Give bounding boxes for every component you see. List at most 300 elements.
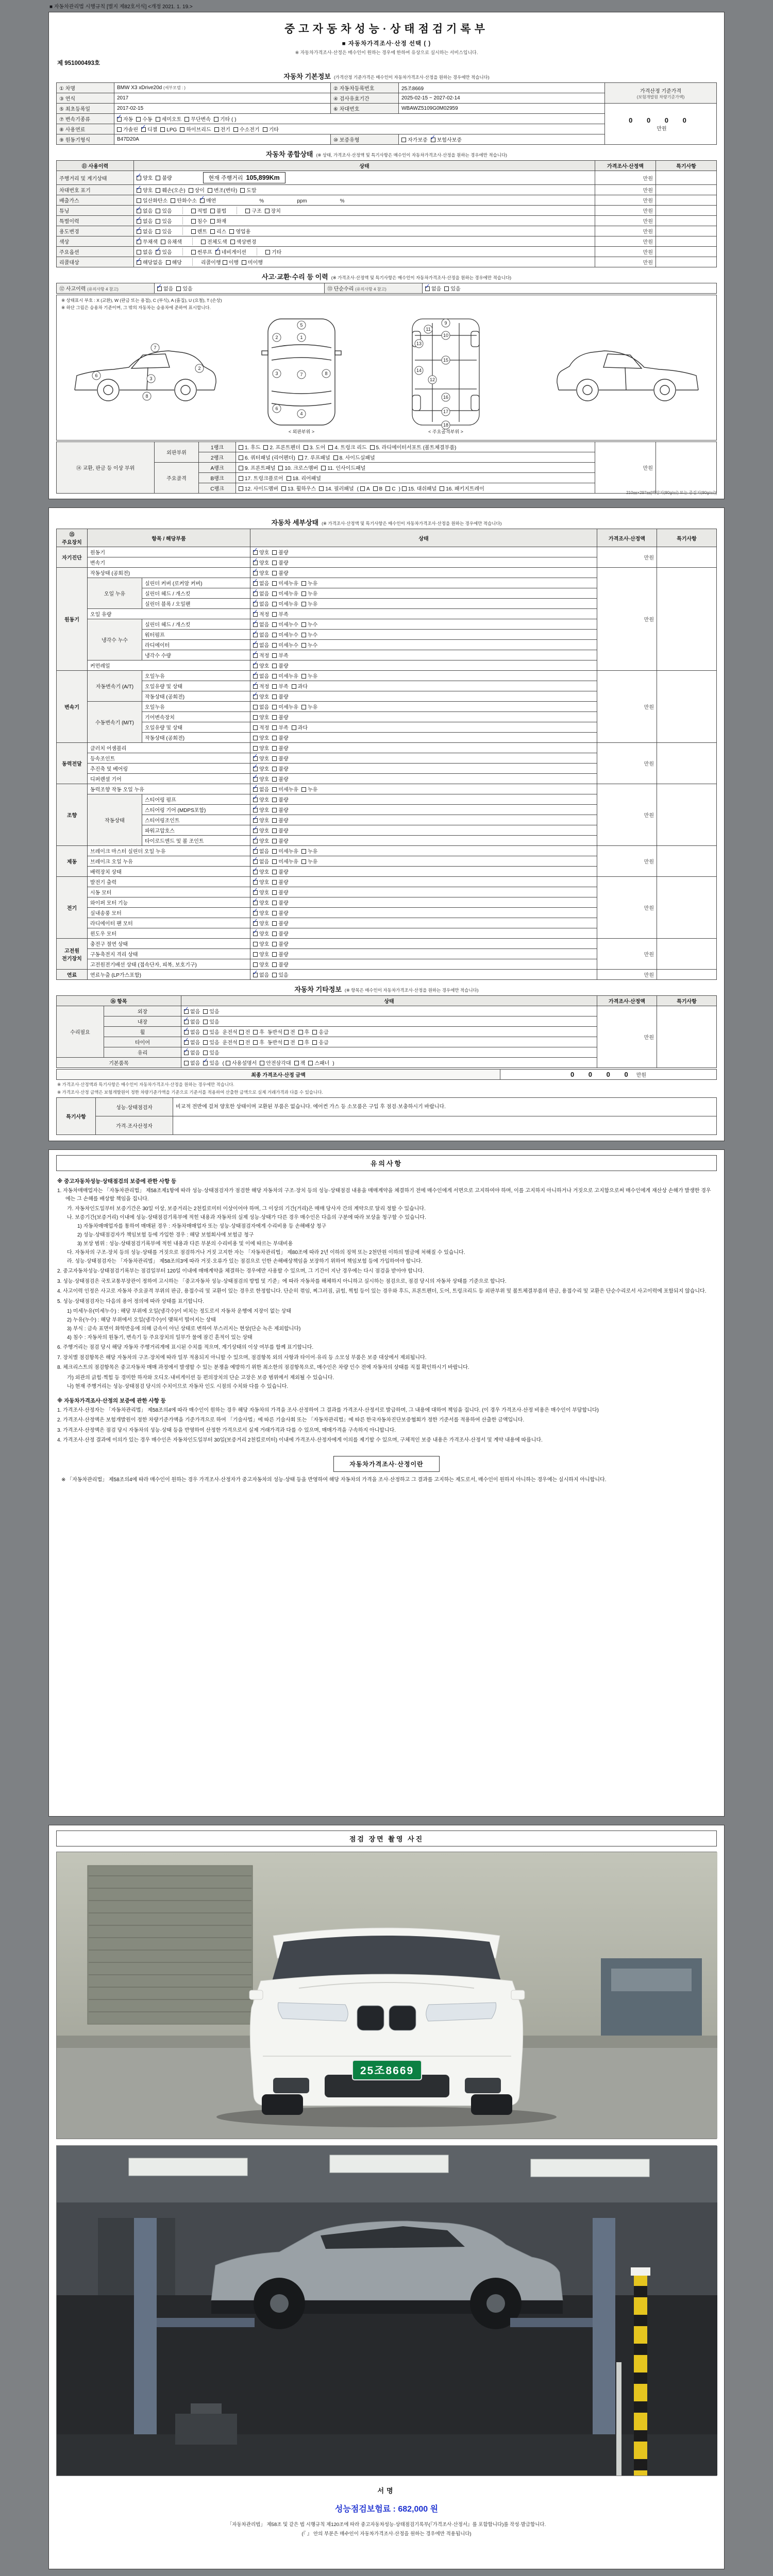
checkbox[interactable] [272, 839, 277, 843]
checkbox[interactable] [156, 209, 160, 213]
checkbox[interactable] [189, 188, 193, 193]
checkbox-checked[interactable] [253, 794, 258, 802]
option [272, 847, 298, 855]
option [137, 217, 153, 225]
checkbox[interactable] [253, 952, 258, 957]
checkbox-checked[interactable] [155, 246, 161, 255]
checkbox[interactable] [272, 694, 277, 699]
checkbox-checked[interactable] [253, 639, 258, 648]
checkbox-checked[interactable] [253, 969, 258, 977]
checkbox[interactable] [298, 455, 303, 460]
checkbox[interactable] [272, 602, 277, 606]
checkbox[interactable] [223, 260, 227, 265]
check-mark-icon: ✓ [253, 619, 258, 626]
checkbox-checked[interactable] [136, 226, 142, 234]
checkbox[interactable] [272, 622, 277, 627]
checkbox-checked[interactable] [183, 1006, 189, 1014]
checkbox-checked[interactable] [183, 1026, 189, 1035]
checkbox[interactable] [272, 952, 277, 957]
checkbox[interactable] [304, 445, 308, 450]
section-title [56, 71, 717, 81]
checkbox[interactable] [230, 240, 235, 244]
check-mark-icon: ✓ [253, 835, 258, 842]
checkbox-checked[interactable] [183, 1037, 189, 1045]
checkbox[interactable] [272, 787, 277, 792]
checkbox[interactable] [184, 117, 189, 122]
checkbox[interactable] [184, 1061, 189, 1065]
item-label: 변속기 [88, 557, 250, 568]
checkbox-checked[interactable] [253, 567, 258, 575]
checkbox-checked[interactable] [253, 804, 258, 812]
checkbox[interactable] [239, 1040, 244, 1045]
checkbox-checked[interactable] [253, 835, 258, 843]
base-price-label: 가격산정 기준가격 [640, 88, 682, 94]
price-cell: 만원 [595, 216, 656, 226]
check-mark-icon: ✓ [136, 226, 142, 233]
option [253, 847, 269, 855]
checkbox[interactable] [292, 684, 296, 689]
checkbox[interactable] [312, 1040, 317, 1045]
notice-item-text: 가격조사·산정액은 점검 당시 자동차의 성능·상태 등을 반영하여 산정한 가격으로서 실제 거래가격과 다를 수 있으며, 매매가격을 구속하지 아니합니다. [63, 1427, 396, 1433]
checkbox[interactable] [292, 725, 296, 730]
checkbox-checked[interactable] [253, 845, 258, 854]
checkbox[interactable] [156, 188, 160, 193]
option-group [137, 227, 182, 235]
option-label: 없음 [431, 286, 442, 292]
checkbox-checked[interactable] [253, 876, 258, 885]
checkbox[interactable] [272, 746, 277, 751]
checkbox[interactable] [171, 198, 175, 203]
checkbox[interactable] [260, 1061, 264, 1065]
checkbox[interactable] [239, 486, 243, 491]
option [253, 888, 269, 896]
checkbox[interactable] [301, 633, 306, 637]
option [137, 258, 163, 266]
state-cell [181, 1047, 597, 1058]
checkbox[interactable] [301, 859, 306, 864]
final-price-label: 최종 가격조사·산정 금액 [57, 1070, 500, 1080]
notice-subitem-no: 3) [67, 1326, 72, 1332]
remark-cell [657, 939, 717, 970]
checkbox[interactable] [284, 1040, 289, 1045]
checkbox-checked[interactable] [253, 928, 258, 936]
option-label: 없음 [259, 591, 270, 597]
checkbox-checked[interactable] [253, 578, 258, 586]
device-group-label: 변속기 [57, 671, 88, 743]
checkbox[interactable] [239, 476, 243, 481]
checkbox[interactable] [156, 219, 160, 224]
checkbox[interactable] [272, 767, 277, 771]
checkbox[interactable] [272, 736, 277, 740]
option-label: 후 [304, 1040, 310, 1046]
checkbox[interactable] [301, 705, 306, 709]
checkbox[interactable] [301, 849, 306, 854]
state-cell [250, 764, 597, 774]
svg-text:9: 9 [444, 320, 447, 326]
checkbox[interactable] [239, 455, 243, 460]
remark-cell [657, 846, 717, 877]
checkbox[interactable] [321, 466, 326, 470]
checkbox[interactable] [272, 725, 277, 730]
option [253, 662, 269, 669]
checkbox[interactable] [272, 643, 277, 648]
checkbox-checked[interactable] [253, 866, 258, 874]
check-mark-icon: ✓ [116, 113, 122, 121]
checkbox[interactable] [401, 138, 406, 142]
checkbox[interactable] [272, 818, 277, 823]
checkbox-checked[interactable] [136, 205, 142, 213]
checkbox[interactable] [210, 209, 215, 213]
option-label: 양호 [259, 777, 270, 783]
checkbox[interactable] [203, 1009, 208, 1014]
field-label: ⑥ 차대번호 [331, 104, 399, 114]
checkbox[interactable] [385, 486, 390, 491]
notice-item [57, 1364, 716, 1372]
part-number-8 [322, 369, 330, 378]
checkbox-checked[interactable] [136, 236, 142, 244]
checkbox[interactable] [191, 229, 196, 234]
checkbox[interactable] [203, 1050, 208, 1055]
checkbox[interactable] [287, 476, 291, 481]
checkbox-checked[interactable] [253, 691, 258, 699]
checkbox-checked[interactable] [253, 608, 258, 617]
item-label: 브레이크 오일 누유 [88, 856, 250, 867]
checkbox[interactable] [137, 198, 141, 203]
option [253, 919, 269, 927]
option-label: 리스 [216, 229, 227, 235]
checkbox[interactable] [440, 486, 444, 491]
exchange-table [56, 442, 717, 494]
checkbox[interactable] [265, 209, 270, 213]
checkbox[interactable] [272, 901, 277, 905]
checkbox[interactable] [253, 705, 258, 709]
checkbox[interactable] [444, 286, 449, 291]
state-cell [250, 599, 597, 609]
form-reference-note: ■ 자동차관리법 시행규칙 [별지 제82호서식] <개정 2021. 1. 19.> [49, 4, 193, 10]
checkbox[interactable] [272, 870, 277, 874]
checkbox[interactable] [156, 176, 160, 180]
checkbox[interactable] [272, 571, 277, 575]
checkbox-checked[interactable] [253, 588, 258, 596]
checkbox-checked[interactable] [253, 753, 258, 761]
checkbox-checked[interactable] [203, 1057, 209, 1065]
checkbox[interactable] [272, 612, 277, 617]
checkbox-checked[interactable] [253, 815, 258, 823]
checkbox[interactable] [272, 633, 277, 637]
option-label: 변조(변타) [213, 188, 238, 194]
checkbox[interactable] [272, 664, 277, 668]
checkbox-checked[interactable] [253, 918, 258, 926]
checkbox-checked[interactable] [136, 184, 142, 193]
checkbox[interactable] [272, 550, 277, 555]
checkbox[interactable] [117, 127, 122, 132]
checkbox-checked[interactable] [199, 195, 205, 203]
checkbox-checked[interactable] [136, 172, 142, 180]
checkbox[interactable] [281, 486, 286, 491]
section-title-text: 사고·교환·수리 등 이력 [261, 273, 328, 281]
checkbox[interactable] [253, 736, 258, 740]
checkbox[interactable] [370, 445, 375, 450]
checkbox[interactable] [136, 117, 141, 122]
checkbox[interactable] [263, 445, 268, 450]
checkbox-checked[interactable] [253, 825, 258, 833]
checkbox[interactable] [203, 1040, 208, 1045]
checkbox[interactable] [284, 1030, 289, 1035]
checkbox[interactable] [203, 1020, 208, 1024]
checkbox[interactable] [272, 715, 277, 720]
price-survey-select-line[interactable]: ■ 자동차가격조사·산정 선택 ( ) [342, 41, 431, 47]
checkbox-checked[interactable] [253, 547, 258, 555]
svg-text:16: 16 [443, 395, 449, 400]
checkbox-checked[interactable] [253, 619, 258, 627]
checkbox[interactable] [272, 798, 277, 802]
price-cell: 만원 [595, 171, 656, 185]
checkbox[interactable] [226, 1061, 230, 1065]
checkbox[interactable] [272, 921, 277, 926]
checkbox[interactable] [301, 622, 306, 627]
checkbox-checked[interactable] [183, 1047, 189, 1055]
checkbox[interactable] [156, 117, 160, 122]
checkbox[interactable] [253, 962, 258, 967]
checkbox[interactable] [272, 684, 277, 689]
svg-text:12: 12 [429, 377, 435, 382]
price-cell: 만원 [595, 257, 656, 267]
checkbox[interactable] [253, 942, 258, 946]
checkbox[interactable] [166, 260, 171, 265]
checkbox-checked[interactable] [253, 557, 258, 565]
option [240, 186, 256, 194]
checkbox[interactable] [272, 942, 277, 946]
checkbox[interactable] [272, 777, 277, 782]
checkbox[interactable] [233, 127, 238, 132]
option-label: 미세누유 [278, 705, 298, 710]
checkbox-checked[interactable] [253, 598, 258, 606]
option [253, 744, 269, 752]
checkbox-checked[interactable] [214, 246, 221, 255]
column-header: 상태 [134, 161, 595, 171]
checkbox[interactable] [245, 209, 250, 213]
state-cell [250, 743, 597, 753]
checkbox[interactable] [180, 127, 184, 132]
checkbox[interactable] [210, 229, 215, 234]
checkbox[interactable] [214, 117, 219, 122]
checkbox[interactable] [272, 962, 277, 967]
checkbox-checked[interactable] [253, 660, 258, 668]
option-label: 양호 [259, 839, 270, 844]
checkbox[interactable] [333, 455, 338, 460]
item-label: 오일누유 [142, 671, 250, 681]
checkbox[interactable] [210, 219, 215, 224]
checkbox[interactable] [191, 219, 196, 224]
option-text: 운전석 [222, 1030, 238, 1036]
checkbox[interactable] [253, 715, 258, 720]
checkbox-checked[interactable] [136, 257, 142, 265]
notice-item-text: 가격조사·산정액은 보험개발원이 정한 차량기준가액을 기준가격으로 하여 「기술사법」에 따른 기술사회 또는 「자동차관리법」에 따른 한국자동차진단보증협회가 정한 기준서를 적용하여 산출한 금액입니다. [63, 1417, 525, 1423]
section-title-note: (※ 가격조사·산정액 및 특기사항은 매수인이 자동차가격조사·산정을 원하는 경우에만 적습니다) [331, 275, 512, 280]
checkbox[interactable] [242, 260, 246, 265]
field-value: 2017-02-15 [114, 104, 331, 114]
checkbox[interactable] [272, 808, 277, 812]
checkbox[interactable] [240, 188, 245, 193]
checkbox[interactable] [208, 188, 212, 193]
option [184, 1048, 200, 1056]
price-cell: 만원 [595, 206, 656, 216]
checkbox[interactable] [272, 581, 277, 586]
field-label: 리콜대상 [57, 257, 134, 267]
checkbox[interactable] [272, 591, 277, 596]
checkbox-checked[interactable] [253, 907, 258, 916]
item-label: 클러치 어셈블리 [88, 743, 250, 753]
checkbox[interactable] [176, 286, 181, 291]
checkbox[interactable] [328, 445, 333, 450]
option [272, 826, 288, 834]
option-label: 있음 [162, 250, 172, 256]
checkbox[interactable] [191, 209, 196, 213]
checkbox[interactable] [373, 486, 378, 491]
rank-items [236, 473, 595, 483]
checkbox[interactable] [294, 1061, 299, 1065]
checkbox[interactable] [272, 880, 277, 885]
checkbox[interactable] [272, 828, 277, 833]
checkbox-checked[interactable] [253, 897, 258, 905]
checkbox-checked[interactable] [253, 773, 258, 782]
notice-subitem-text: 자동차의 구조·장치 등의 성능·상태를 거짓으로 점검하거나 거짓 고지한 자는 「자동차관리법」 제80조에 따라 2년 이하의 징역 또는 2천만원 이하의 벌금에 처해질 수 있습니다. [75, 1250, 465, 1256]
notice-subitem-text: 외관의 긁힘·찍힘 등 경미한 하자와 오디오·내비게이션 등 편의장치의 단순 고장은 보증 범위에서 제외될 수 있습니다. [75, 1375, 334, 1381]
checkbox[interactable] [272, 859, 277, 864]
option [210, 217, 226, 225]
checkbox[interactable] [272, 931, 277, 936]
checkbox[interactable] [301, 643, 306, 648]
option [253, 785, 269, 793]
option [253, 868, 269, 875]
checkbox[interactable] [272, 674, 277, 679]
svg-text:18: 18 [443, 422, 449, 428]
column-header: 특기사항 [657, 996, 717, 1006]
remarks-text [173, 1116, 717, 1134]
checkbox[interactable] [160, 127, 165, 132]
checkbox[interactable] [201, 240, 206, 244]
option [191, 248, 212, 256]
checkbox[interactable] [301, 602, 306, 606]
checkbox[interactable] [312, 1030, 317, 1035]
checkbox[interactable] [137, 250, 141, 255]
checkbox-checked[interactable] [157, 283, 162, 291]
checkbox-checked[interactable] [253, 763, 258, 771]
checkbox[interactable] [203, 1030, 208, 1035]
checkbox[interactable] [191, 250, 196, 255]
checkbox-checked[interactable] [253, 784, 258, 792]
checkbox[interactable] [272, 973, 277, 977]
checkbox-checked[interactable] [425, 283, 430, 291]
checkbox[interactable] [253, 725, 258, 730]
option-label: 해당 [172, 260, 182, 266]
option [156, 115, 182, 123]
option [253, 899, 269, 906]
state-cell [134, 247, 595, 257]
checkbox[interactable] [298, 1040, 303, 1045]
checkbox[interactable] [156, 229, 160, 234]
checkbox[interactable] [272, 705, 277, 709]
checkbox-checked[interactable] [253, 681, 258, 689]
checkbox-checked[interactable] [253, 629, 258, 637]
checkbox-checked[interactable] [136, 215, 142, 224]
checkbox-checked[interactable] [183, 1016, 189, 1024]
checkbox-checked[interactable] [140, 124, 146, 132]
option-group [237, 207, 291, 214]
notice-subsubitem-no: 3) [77, 1241, 82, 1247]
checkbox[interactable] [308, 1061, 313, 1065]
checkbox[interactable] [301, 674, 306, 679]
item-label: 커먼레일 [88, 660, 250, 671]
checkbox[interactable] [301, 787, 306, 792]
checkbox[interactable] [161, 240, 165, 244]
checkbox[interactable] [319, 486, 324, 491]
column-header: 특기사항 [656, 161, 717, 171]
option [253, 723, 269, 731]
checkbox[interactable] [253, 746, 258, 751]
option-label: 누유 [307, 602, 318, 607]
checkbox[interactable] [278, 466, 283, 470]
notice-item-text: 중고자동차성능·상태점검기록부는 점검일부터 120일 이내에 매매계약을 체결하는 경우에만 사용할 수 있으며, 그 기간이 지난 경우에는 다시 점검을 받아야 합니다. [63, 1268, 424, 1274]
checkbox[interactable] [272, 653, 277, 658]
checkbox[interactable] [272, 890, 277, 895]
checkbox[interactable] [253, 1030, 258, 1035]
checkbox-checked[interactable] [116, 113, 122, 122]
checkbox[interactable] [214, 127, 219, 132]
option [272, 651, 288, 659]
part-number-18 [442, 421, 450, 429]
checkbox[interactable] [301, 581, 306, 586]
checkbox[interactable] [263, 127, 267, 132]
checkbox[interactable] [272, 911, 277, 916]
option [136, 115, 152, 123]
accident-summary-table [56, 283, 717, 294]
check-mark-icon: ✓ [253, 876, 258, 884]
checkbox[interactable] [229, 229, 234, 234]
checkbox[interactable] [301, 591, 306, 596]
notice-subitem-text: 성능·상태점검자는 「자동차관리법」 제58조의3에 따라 거짓·오류가 있는 점검으로 인한 손해배상책임을 보장하기 위하여 책임보험 등에 가입하여야 합니다. [75, 1259, 423, 1264]
checkbox-checked[interactable] [253, 856, 258, 864]
option-label: 불량 [278, 808, 289, 814]
checkbox[interactable] [239, 1030, 244, 1035]
checkbox[interactable] [272, 561, 277, 565]
checkbox[interactable] [360, 486, 365, 491]
option-label: 부족 [278, 612, 289, 618]
remark-cell [657, 784, 717, 846]
checkbox[interactable] [298, 1030, 303, 1035]
state-cell [250, 970, 597, 980]
checkbox-checked[interactable] [253, 887, 258, 895]
checkbox[interactable] [272, 849, 277, 854]
checkbox-checked[interactable] [430, 134, 436, 142]
checkbox-checked[interactable] [253, 650, 258, 658]
item-label: 오일누유 [142, 702, 250, 712]
option [253, 826, 269, 834]
checkbox[interactable] [272, 756, 277, 761]
checkbox[interactable] [239, 466, 243, 470]
checkbox[interactable] [253, 1040, 258, 1045]
field-label: ④ 검사유효기간 [331, 93, 399, 104]
checkbox[interactable] [402, 486, 407, 491]
section-title-text: 자동차 기본정보 [283, 73, 331, 80]
option-label: 후 [304, 1030, 310, 1036]
checkbox[interactable] [265, 250, 270, 255]
checkbox[interactable] [239, 445, 243, 450]
checkbox-checked[interactable] [253, 670, 258, 679]
check-mark-icon: ✓ [253, 753, 258, 760]
option [189, 186, 205, 194]
paper-spec-footer: 210㎜×297㎜[백상지(80g/㎡) 또는 중질지(80g/㎡)] [626, 490, 717, 495]
